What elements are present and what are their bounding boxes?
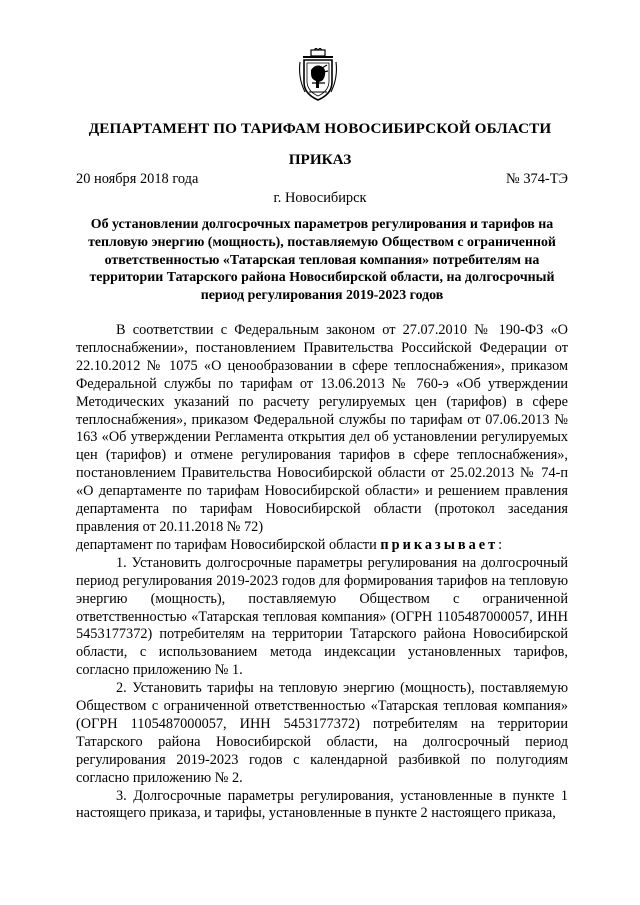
order-date: 20 ноября 2018 года (76, 171, 199, 187)
orders-line (76, 537, 568, 555)
item-1-paragraph: 1. Установить долгосрочные параметры регулирования на долгосрочный период регулирования 2019-2023 годов для формирования тарифов на тепловую энергию (мощность), поставляемую Обществом с ограниченной ответственностью «Татарская тепловая компания» (ОГРН 1105487000057, ИНН 5453177372) потребителям на территории Татарского района Новосибирской области, с использованием метода индексации установленных тарифов, согласно приложению № 1. (76, 554, 568, 679)
preamble-paragraph: В соответствии с Федеральным законом от 27.07.2010 № 190-ФЗ «О теплоснабжении», постановлением Правительства Российской Федерации от 22.10.2012 № 1075 «О ценообразовании в сфере теплоснабжения», приказом Федеральной службы по тарифам от 13.06.2013 № 760-э «Об утверждении Методических указаний по расчету регулируемых цен (тарифов) в сфере теплоснабжения», приказом Федеральной службы по тарифам от 07.06.2013 № 163 «Об утверждении Регламента открытия дел об установлении регулируемых цен (тарифов) и отмене регулирования тарифов в сфере теплоснабжения», постановлением Правительства Новосибирской области от 25.02.2013 № 74-п «О департаменте по тарифам Новосибирской области» и решением правления департамента по тарифам Новосибирской области (протокол заседания правления от 20.11.2018 № 72) (76, 322, 568, 535)
coat-of-arms-icon (297, 48, 339, 102)
order-body (76, 322, 568, 823)
department-title: ДЕПАРТАМЕНТ ПО ТАРИФАМ НОВОСИБИРСКОЙ ОБЛАСТИ (88, 120, 552, 137)
orders-suffix: : (498, 536, 503, 553)
order-title: ПРИКАЗ (288, 151, 352, 168)
order-city: г. Новосибирск (273, 190, 367, 206)
order-subject: Об установлении долгосрочных параметров регулирования и тарифов на тепловую энергию (мощность), поставляемую Обществом с ограниченной ответственностью «Татарская тепловая компания» потребителям на территории Татарского района Новосибирской области, на долгосрочный период регулирования 2019-2023 годов (88, 217, 556, 304)
orders-prefix: департамент по тарифам Новосибирской области (76, 536, 377, 553)
item-2-paragraph: 2. Установить тарифы на тепловую энергию (мощность), поставляемую Обществом с ограниченной ответственностью «Татарская тепловая компания» (ОГРН 1105487000057, ИНН 5453177372) потребителям на территории Татарского района Новосибирской области, на долгосрочный период регулирования 2019-2023 годов с календарной разбивкой по полугодиям согласно приложению № 2. (76, 680, 568, 786)
order-number: № 374-ТЭ (506, 171, 568, 187)
item-3-paragraph: 3. Долгосрочные параметры регулирования, установленные в пункте 1 настоящего приказа, и тарифы, установленные в пункте 2 настоящего приказа, (76, 787, 568, 822)
orders-word: приказывает (380, 536, 499, 553)
